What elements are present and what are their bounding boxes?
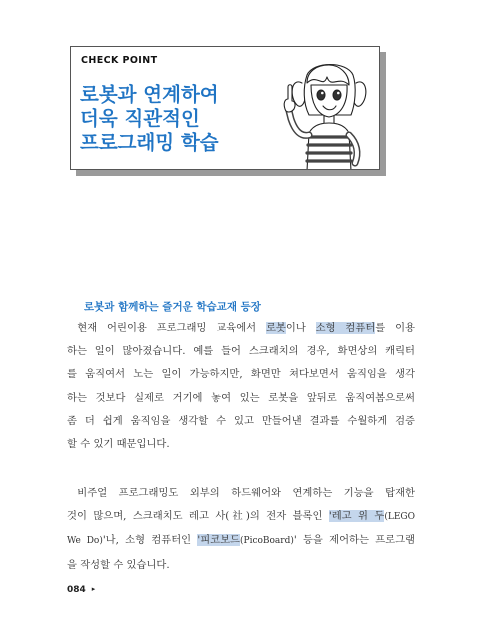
text-run: 이나: [285, 322, 316, 334]
text-run: ' 등을 제어하는 프로그램: [293, 534, 415, 547]
body-paragraph-2: [67, 482, 415, 577]
paragraph-line: [67, 529, 415, 553]
page-number: [67, 585, 95, 595]
paragraph-line: 좀 더 쉽게 움직임을 생각할 수 있고 만들어낸 결과를 수월하게 검증: [67, 414, 415, 427]
page-number-text: 084: [67, 585, 86, 595]
section-heading: 로봇과 함께하는 즐거운 학습교재 등장: [84, 301, 261, 313]
text-run: 비주얼 프로그래밍도 외부의 하드웨어와 연계하는 기능을 탑재한: [77, 487, 415, 499]
body-paragraph-1: [67, 317, 415, 456]
paragraph-line: 하는 일이 많아졌습니다. 예를 들어 스크래치의 경우, 화면상의 캐릭터: [67, 345, 415, 358]
highlight-robot: 로봇: [265, 322, 286, 334]
check-point-title-line: 로봇과 연계하여: [80, 83, 219, 106]
paragraph-line: 할 수 있기 때문입니다.: [67, 438, 170, 451]
text-run: We Do): [67, 536, 103, 547]
paragraph-line: 를 움직여서 노는 일이 가능하지만, 화면만 쳐다보면서 움직임을 생각: [67, 368, 415, 381]
cartoon-girl-illustration: [277, 53, 380, 170]
check-point-title-line: 더욱 직관적인: [80, 107, 200, 130]
paragraph-line: [67, 505, 415, 529]
text-run: 것이 많으며, 스크래치도 레고 사(社)의 전자 블록인: [67, 510, 329, 523]
paragraph-line: [67, 482, 415, 505]
text-run: 현재 어린이용 프로그래밍 교육에서: [77, 322, 266, 334]
check-point-title: [80, 83, 219, 155]
check-point-box: [70, 46, 380, 170]
highlight-lego-wedo: '레고 위 두: [328, 510, 385, 523]
paragraph-line: 하는 것보다 실제로 거기에 놓여 있는 로봇을 앞뒤로 움직여봄으로써: [67, 391, 415, 404]
text-run: (PicoBoard): [240, 536, 294, 547]
paragraph-line: [67, 317, 415, 340]
highlight-picoboard: '피코보드: [197, 534, 240, 547]
triangle-arrow-icon: ▸: [91, 585, 96, 593]
check-point-label: CHECK POINT: [81, 55, 158, 66]
text-run: '나, 소형 컴퓨터인: [102, 534, 198, 547]
paragraph-line: 을 작성할 수 있습니다.: [67, 558, 170, 571]
check-point-title-line: 프로그래밍 학습: [80, 131, 219, 154]
text-run: 를 이용: [375, 322, 415, 334]
highlight-small-computer: 소형 컴퓨터: [315, 322, 376, 334]
text-run: (LEGO: [384, 512, 415, 523]
